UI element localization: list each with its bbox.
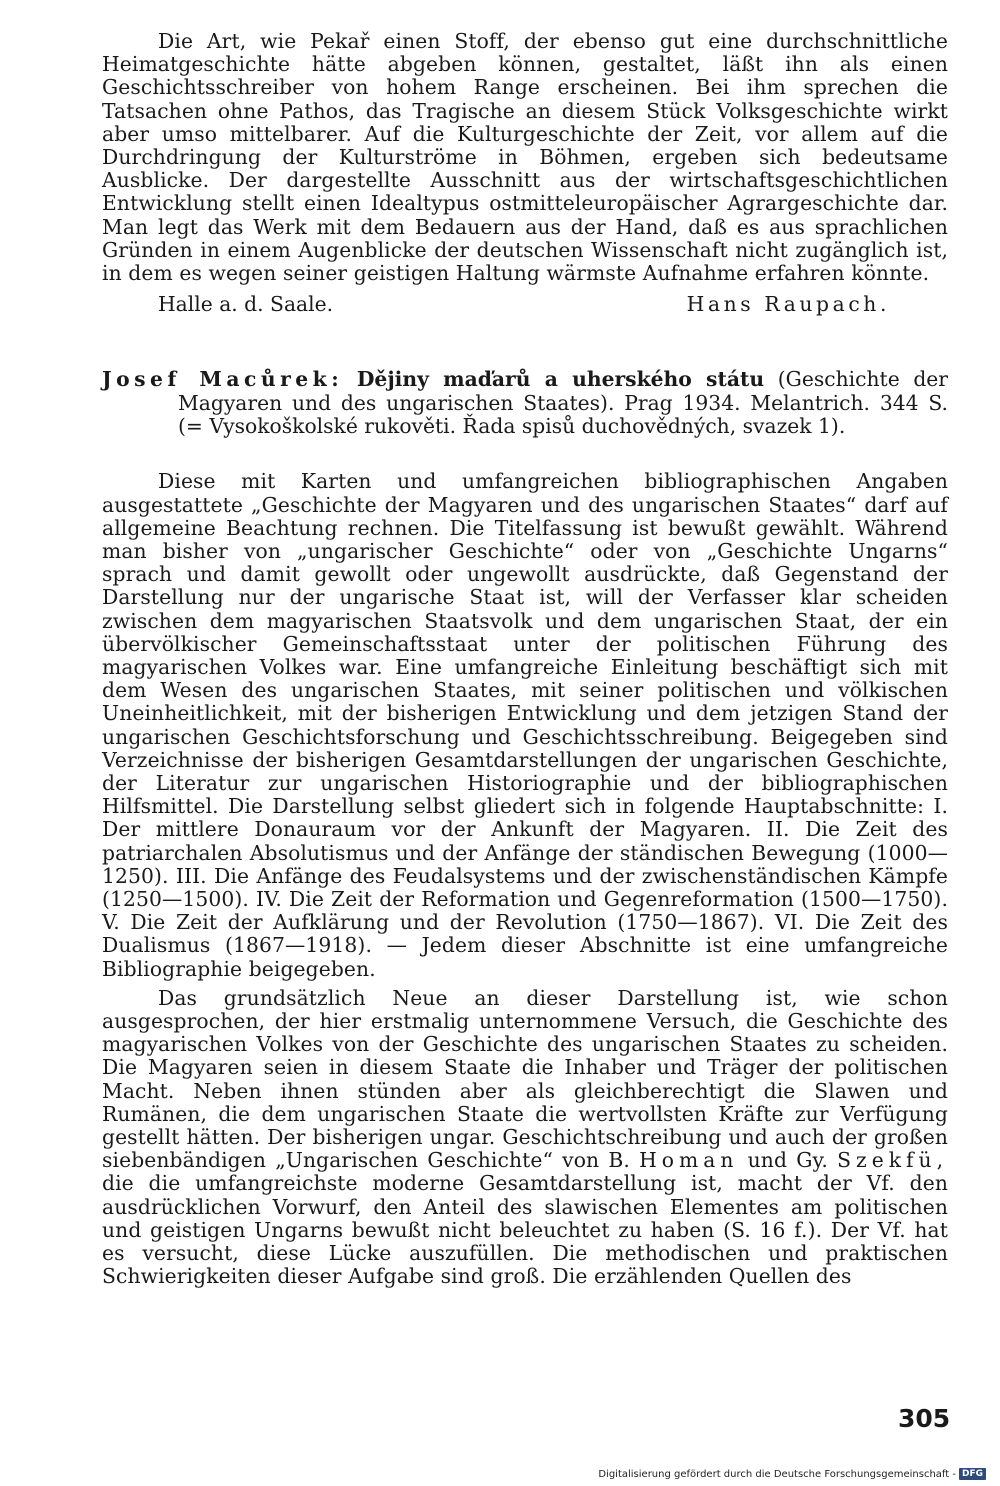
page-number: 305 [898,1404,951,1433]
paragraph-2-text-a: Das grundsätzlich Neue an dieser Darstellung ist, wie schon ausgesprochen, der hier erstmalig unternommene Versuch, die Geschichte des magyarischen Volkes von der Geschichte des ungarischen Staates zu scheiden. Die Magyaren seien in diesem Staate die Inhaber und Träger der politischen Macht. Neben ihnen stünden aber als gleichberechtigt die Slawen und Rumänen, die dem ungarischen Staate die wertvollsten Kräfte zur Verfügung gestellt hätten. Der bisherigen ungar. Geschichtschreibung und auch der großen siebenbändigen „Ungarischen Geschichte“ von B. [102,985,948,1173]
bibliographic-entry [102,368,948,438]
review-macurek-paragraph-2 [102,987,948,1289]
paragraph-2-text-b: und Gy. [747,1148,828,1173]
author-name-homan: Homan [639,1148,739,1173]
review-pekar-signature [102,293,948,316]
paragraph-2-text-c: die die umfangreichste moderne Gesamtdarstellung ist, macht der Vf. den ausdrücklichen Vorwurf, den Anteil des slawischen Elementes am politischen und geistigen Ungarns bewußt nicht beleuchtet zu haben (S. 16 f.). Der Vf. hat es versucht, diese Lücke auszufüllen. Die methodischen und praktischen Schwierigkeiten dieser Aufgabe sind groß. Die erzählenden Quellen des [102,1171,948,1289]
book-title: Dějiny maďarů a uherského státu [356,367,765,392]
digitization-footer [598,1468,986,1480]
book-author: Josef Macůrek: [102,367,344,392]
review-macurek-paragraph-1: Diese mit Karten und umfangreichen bibliographischen Angaben ausgestattete „Geschichte der Magyaren und des ungarischen Staates“ darf auf allgemeine Beachtung rechnen. Die Titelfassung ist bewußt gewählt. Während man bisher von „ungarischer Geschichte“ oder von „Geschichte Ungarns“ sprach und damit gewollt oder ungewollt ausdrückte, daß Gegenstand der Darstellung nur der ungarische Staat ist, will der Verfasser klar scheiden zwischen dem magyarischen Staatsvolk und dem ungarischen Staat, der ein übervölkischer Gemeinschaftsstaat unter der politischen Führung des magyarischen Volkes war. Eine umfangreiche Einleitung beschäftigt sich mit dem Wesen des ungarischen Staates, mit seiner politischen und völkischen Uneinheitlichkeit, mit der bisherigen Entwicklung und dem jetzigen Stand der ungarischen Geschichtsforschung und Geschichtsschreibung. Beigegeben sind Verzeichnisse der bisherigen Gesamtdarstellungen der ungarischen Geschichte, der Literatur zur ungarischen Historiographie und der bibliographischen Hilfsmittel. Die Darstellung selbst gliedert sich in folgende Hauptabschnitte: I. Der mittlere Donauraum vor der Ankunft der Magyaren. II. Die Zeit des patriarchalen Absolutismus und der Anfänge der ständischen Bewegung (1000—1250). III. Die Anfänge des Feudalsystems und der zwischenständischen Kämpfe (1250—1500). IV. Die Zeit der Reformation und Gegenreformation (1500—1750). V. Die Zeit der Aufklärung und der Revolution (1750—1867). VI. Die Zeit des Dualismus (1867—1918). — Jedem dieser Abschnitte ist eine umfangreiche Bibliographie beigegeben. [102,469,948,981]
author-name-szekfu: Szekfü, [837,1148,949,1173]
dfg-logo: DFG [959,1468,986,1480]
reviewer-place: Halle a. d. Saale. [158,292,334,317]
review-pekar-paragraph: Die Art, wie Pekař einen Stoff, der ebenso gut eine durchschnittliche Heimatgeschichte hätte abgeben können, gestaltet, läßt ihn als einen Geschichtsschreiber von hohem Range erscheinen. Bei ihm sprechen die Tatsachen ohne Pathos, das Tragische an diesem Stück Volksgeschichte wirkt aber umso mittelbarer. Auf die Kulturgeschichte der Zeit, vor allem auf die Durchdringung der Kulturströme in Böhmen, ergeben sich bedeutsame Ausblicke. Der dargestellte Ausschnitt aus der wirtschaftsgeschichtlichen Entwicklung stellt einen Idealtypus ostmitteleuropäischer Agrargeschichte dar. Man legt das Werk mit dem Bedauern aus der Hand, daß es aus sprachlichen Gründen in einem Augenblicke der deutschen Wissenschaft nicht zugänglich ist, in dem es wegen seiner geistigen Haltung wärmste Aufnahme erfahren könnte. [102,29,948,286]
page-content [102,30,948,1288]
book-details: (Geschichte der Magyaren und des ungarischen Staates). Prag 1934. Melantrich. 344 S. (= Vysokoškolské rukověti. Řada spisů duchovědných, svazek 1). [178,367,949,438]
footer-text: Digitalisierung gefördert durch die Deutsche Forschungsgemeinschaft - [598,1468,956,1480]
reviewer-name: Hans Raupach. [686,292,890,317]
